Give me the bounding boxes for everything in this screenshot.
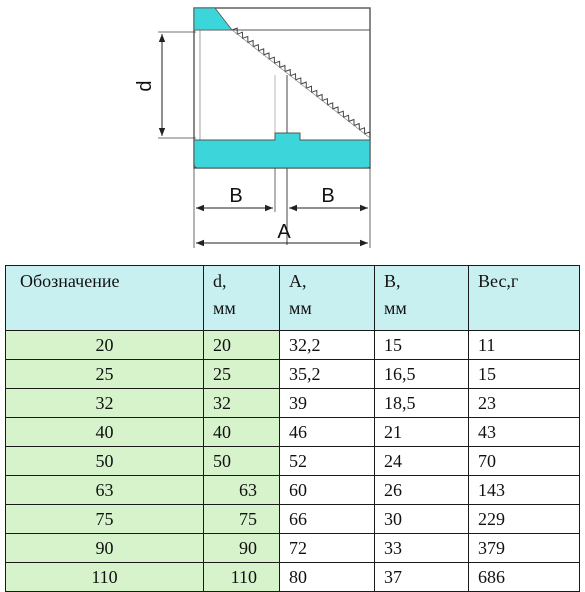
table-cell: 20 [6, 331, 204, 360]
table-row [6, 505, 580, 534]
table-cell: 80 [280, 563, 375, 592]
table-cell: 46 [280, 418, 375, 447]
dim-b-left-label: B [229, 185, 243, 207]
dim-a-label: A [277, 221, 291, 243]
table-row [6, 389, 580, 418]
header-d: d, мм [204, 266, 280, 331]
table-cell: 63 [204, 476, 280, 505]
table-cell: 32 [6, 389, 204, 418]
table-cell: 35,2 [280, 360, 375, 389]
table-cell: 25 [204, 360, 280, 389]
table-row [6, 360, 580, 389]
table-cell: 50 [6, 447, 204, 476]
table-cell: 15 [375, 331, 469, 360]
table-cell: 24 [375, 447, 469, 476]
bottom-wall-section [194, 133, 370, 168]
table-cell: 30 [375, 505, 469, 534]
table-cell: 72 [280, 534, 375, 563]
table-cell: 21 [375, 418, 469, 447]
table-header-row [6, 266, 580, 331]
header-b: В, мм [375, 266, 469, 331]
table-cell: 39 [280, 389, 375, 418]
table-cell: 143 [469, 476, 580, 505]
header-designation: Обозначение [6, 266, 204, 331]
table-row [6, 563, 580, 592]
table-cell: 20 [204, 331, 280, 360]
table-cell: 686 [469, 563, 580, 592]
table-cell: 75 [204, 505, 280, 534]
table-cell: 75 [6, 505, 204, 534]
table-row [6, 476, 580, 505]
table-cell: 33 [375, 534, 469, 563]
table-cell: 63 [6, 476, 204, 505]
table-cell: 11 [469, 331, 580, 360]
table-cell: 379 [469, 534, 580, 563]
table-cell: 110 [6, 563, 204, 592]
table-row [6, 331, 580, 360]
table-row [6, 418, 580, 447]
coupling-drawing [0, 0, 585, 262]
table-cell: 15 [469, 360, 580, 389]
table-cell: 66 [280, 505, 375, 534]
table-cell: 23 [469, 389, 580, 418]
table-cell: 50 [204, 447, 280, 476]
table-cell: 110 [204, 563, 280, 592]
table-cell: 32,2 [280, 331, 375, 360]
table-cell: 229 [469, 505, 580, 534]
top-wall-section [194, 8, 232, 30]
table-cell: 52 [280, 447, 375, 476]
table-cell: 25 [6, 360, 204, 389]
table-cell: 37 [375, 563, 469, 592]
table-row [6, 447, 580, 476]
table-cell: 32 [204, 389, 280, 418]
dimensions-table [5, 265, 580, 592]
table-cell: 60 [280, 476, 375, 505]
table-row [6, 534, 580, 563]
table-cell: 40 [204, 418, 280, 447]
dim-d-label: d [134, 80, 156, 92]
table-cell: 90 [6, 534, 204, 563]
table-cell: 18,5 [375, 389, 469, 418]
table-cell: 40 [6, 418, 204, 447]
table-cell: 43 [469, 418, 580, 447]
table-cell: 70 [469, 447, 580, 476]
header-weight: Вес,г [469, 266, 580, 331]
table-cell: 16,5 [375, 360, 469, 389]
table-cell: 26 [375, 476, 469, 505]
table-cell: 90 [204, 534, 280, 563]
dim-b-right-label: B [321, 185, 335, 207]
header-a: А, мм [280, 266, 375, 331]
